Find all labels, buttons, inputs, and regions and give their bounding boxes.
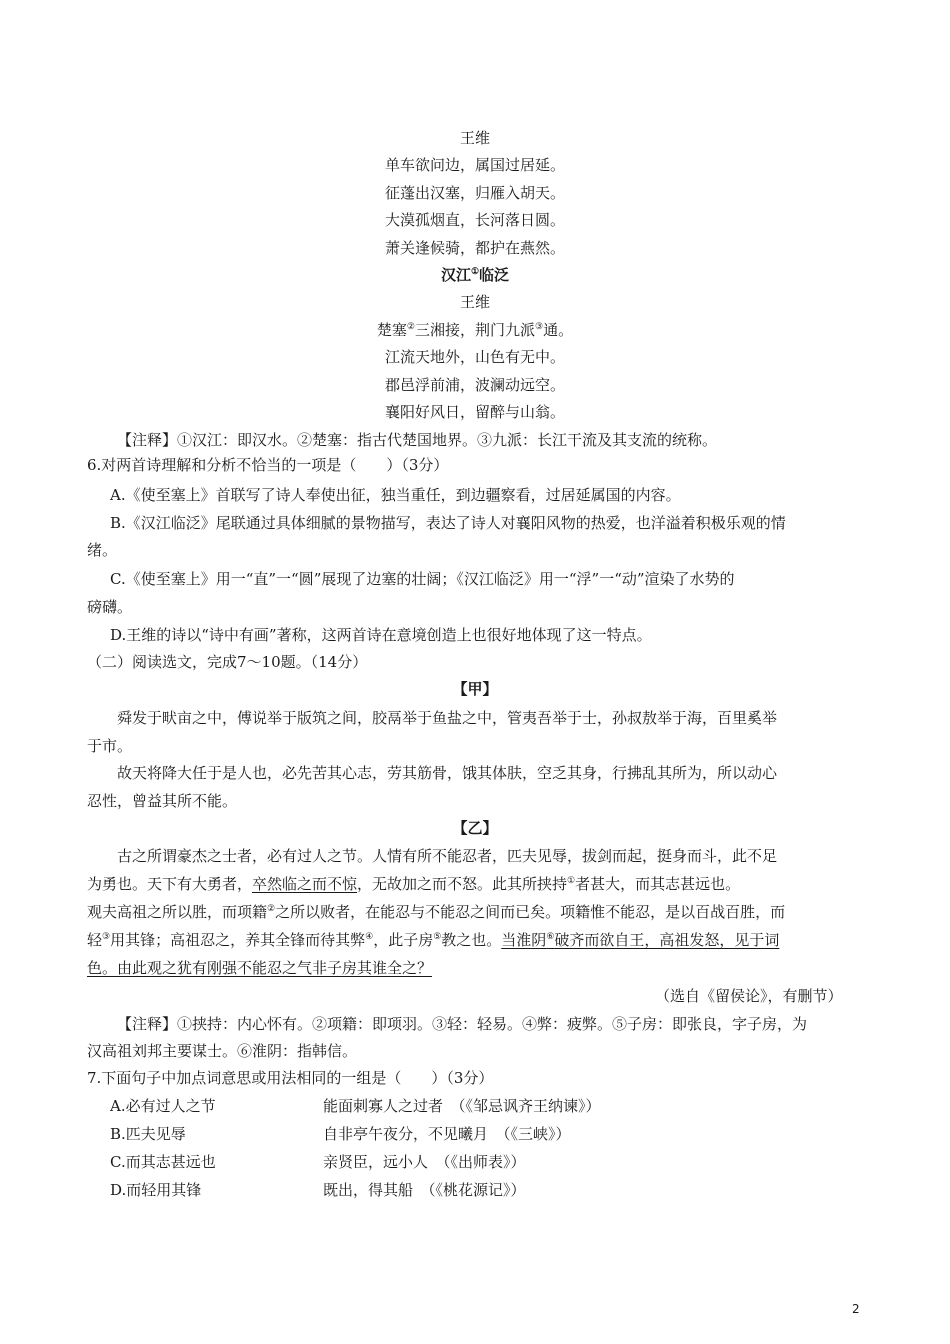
- poem2-line-4: 襄阳好风日，留醉与山翁。: [384, 403, 565, 421]
- poem2-line-2: 江流天地外，山色有无中。: [384, 348, 565, 366]
- poem1-line-1: 单车欲问边，属国过居延。: [384, 156, 565, 174]
- poem1-line-2: 征蓬出汉塞，归雁入胡天。: [384, 184, 565, 202]
- yi-source: （选自《留侯论》，有删节）: [655, 987, 843, 1005]
- section2-heading: （二）阅读选文，完成7～10题。（14分）: [87, 653, 368, 671]
- q6-option-b: B.《汉江临泛》尾联通过具体细腻的景物描写，表达了诗人对襄阳风物的热爱，也洋溢着积极乐观的情: [110, 514, 786, 532]
- yi-note-2: 汉高祖刘邦主要谋士。⑥淮阴：指韩信。: [87, 1042, 358, 1060]
- q6-option-b-cont: 绪。: [87, 541, 118, 559]
- page-number: 2: [852, 1302, 860, 1316]
- q6-option-a: A.《使至塞上》首联写了诗人奉使出征，独当重任，到边疆察看，过居延属国的内容。: [110, 486, 681, 504]
- underlined-sentence-start: 当淮阴⑥破齐而欲自王，高祖发怒，见于词: [501, 931, 780, 949]
- jia-title: 【甲】: [452, 680, 498, 698]
- q6-option-c-cont: 磅礴。: [87, 598, 133, 616]
- poem2-note: 【注释】①汉江：即汉水。②楚塞：指古代楚国地界。③九派：长江干流及其支流的统称。: [117, 431, 718, 449]
- yi-line-2: 为勇也。天下有大勇者，卒然临之而不惊，无故加之而不怒。此其所挟持①者甚大，而其志甚远也。: [87, 875, 741, 893]
- yi-line-5: 色。由此观之犹有刚强不能忍之气非子房其谁全之？: [87, 959, 433, 977]
- q6-option-c: C.《使至塞上》用一“直”一“圆”展现了边塞的壮阔；《汉江临泛》用一“浮”一“动”渲染了水势的: [110, 570, 735, 588]
- yi-line-4: 轻③用其锋；高祖忍之，养其全锋而待其弊④，此子房⑤教之也。当淮阴⑥破齐而欲自王，高祖发怒，见于词: [87, 931, 780, 949]
- poem2-line-3: 郡邑浮前浦，波澜动远空。: [384, 376, 565, 394]
- q7-option-a: A.必有过人之节 能面刺寡人之过者 （《邹忌讽齐王纳谏》）: [110, 1097, 601, 1115]
- poem2-line-1: 楚塞②三湘接，荆门九派③通。: [376, 321, 574, 339]
- underlined-phrase-1: 卒然临之而不惊: [252, 875, 358, 893]
- poem1-line-4: 萧关逢候骑，都护在燕然。: [384, 239, 565, 257]
- poem2-title: 汉江①临泛: [440, 266, 510, 284]
- yi-title: 【乙】: [452, 819, 498, 837]
- q7-option-d: D.而轻用其锋 既出，得其船 （《桃花源记》）: [110, 1181, 526, 1199]
- jia-p2: 故天将降大任于是人也，必先苦其心志，劳其筋骨，饿其体肤，空乏其身，行拂乱其所为，所以动心: [117, 764, 778, 782]
- q7-stem: 7.下面句子中加点词意思或用法相同的一组是（ ）（3分）: [87, 1069, 494, 1087]
- jia-p1: 舜发于畎亩之中，傅说举于版筑之间，胶鬲举于鱼盐之中，管夷吾举于士，孙叔敖举于海，百里奚举: [117, 709, 778, 727]
- poem1-author: 王维: [459, 129, 490, 147]
- q7-option-b: B.匹夫见辱 自非亭午夜分，不见曦月 （《三峡》）: [110, 1125, 571, 1143]
- yi-note-1: 【注释】①挟持：内心怀有。②项籍：即项羽。③轻：轻易。④弊：疲弊。⑤子房：即张良，字子房，为: [117, 1015, 808, 1033]
- yi-line-3: 观夫高祖之所以胜，而项籍②之所以败者，在能忍与不能忍之间而已矣。项籍惟不能忍，是以百战百胜，而: [87, 903, 786, 921]
- jia-p2-cont: 忍性，曾益其所不能。: [87, 792, 238, 810]
- q6-option-d: D.王维的诗以“诗中有画”著称，这两首诗在意境创造上也很好地体现了这一特点。: [110, 626, 652, 644]
- poem1-line-3: 大漠孤烟直，长河落日圆。: [384, 211, 565, 229]
- q6-stem: 6.对两首诗理解和分析不恰当的一项是（ ）（3分）: [87, 456, 449, 474]
- q7-option-c: C.而其志甚远也 亲贤臣，远小人 （《出师表》）: [110, 1153, 526, 1171]
- yi-line-1: 古之所谓豪杰之士者，必有过人之节。人情有所不能忍者，匹夫见辱，拔剑而起，挺身而斗，此不足: [117, 847, 778, 865]
- jia-p1-cont: 于市。: [87, 737, 133, 755]
- poem2-author: 王维: [459, 293, 490, 311]
